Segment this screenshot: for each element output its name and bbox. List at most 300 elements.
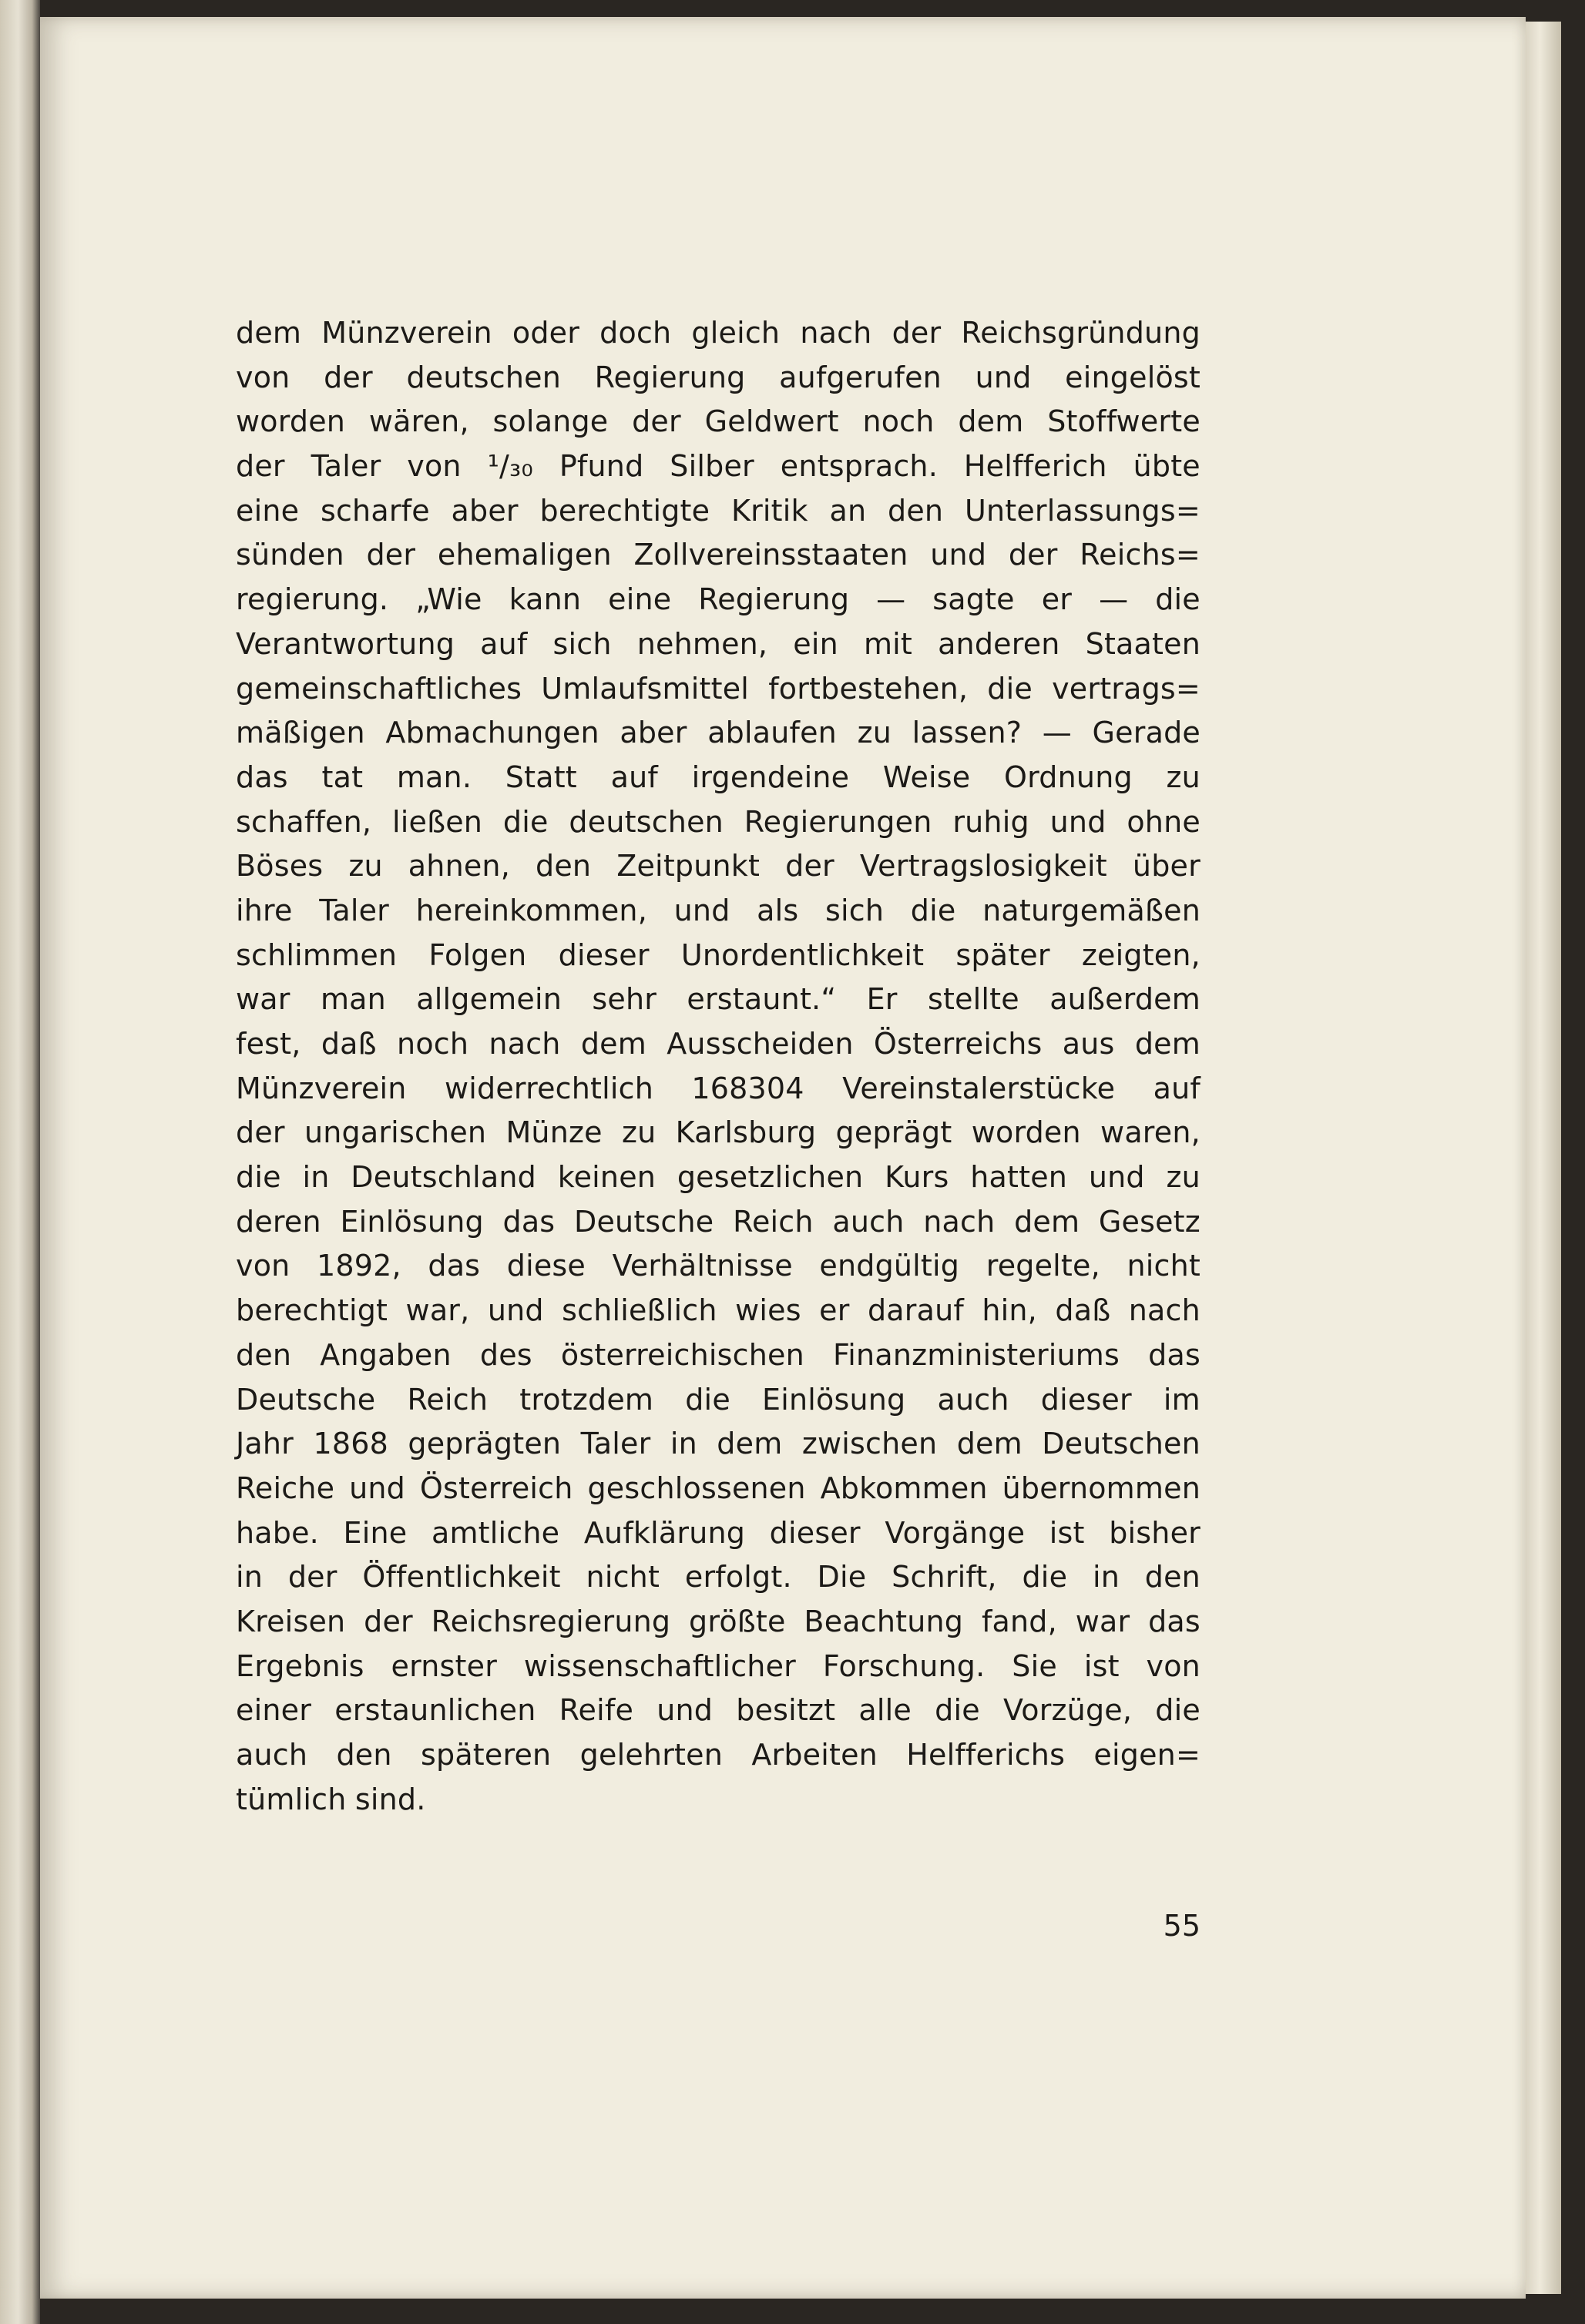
word: ablaufen xyxy=(707,716,837,750)
word: übte xyxy=(1133,449,1201,484)
word: noch xyxy=(862,404,935,439)
word: der xyxy=(366,538,416,572)
word: Einlösung xyxy=(340,1204,484,1239)
word: Taler xyxy=(580,1427,651,1461)
word: Arbeiten xyxy=(751,1738,878,1772)
word: hin, xyxy=(982,1293,1037,1328)
text-line xyxy=(236,356,1201,401)
word: die xyxy=(935,1693,980,1728)
word: Regierungen xyxy=(744,804,932,839)
word: nach xyxy=(800,316,872,350)
word: im xyxy=(1163,1382,1201,1417)
word: Silber xyxy=(670,449,754,484)
word: in xyxy=(302,1160,330,1195)
word: sehr xyxy=(592,982,657,1017)
word: von xyxy=(236,360,290,394)
word: irgendeine xyxy=(691,760,850,794)
word: zeigten, xyxy=(1081,937,1201,972)
word: Deutsche xyxy=(574,1204,714,1239)
word: von xyxy=(236,1249,290,1283)
page-right-edge xyxy=(1526,22,1561,2294)
word: an xyxy=(829,493,867,528)
text-line xyxy=(236,1022,1201,1067)
word: die xyxy=(1022,1560,1068,1595)
word: Zollvereinsstaaten xyxy=(633,538,908,572)
text-line xyxy=(236,444,1201,489)
word: hatten xyxy=(970,1160,1068,1195)
word: und xyxy=(1088,1160,1145,1195)
word: Sie xyxy=(1012,1648,1057,1683)
word: man. xyxy=(396,760,472,794)
word: Ausscheiden xyxy=(667,1027,854,1061)
word: und xyxy=(349,1471,405,1505)
word: Kreisen xyxy=(236,1604,346,1638)
word: entsprach. xyxy=(780,449,938,484)
word: Reichsregierung xyxy=(431,1604,671,1638)
word: Schrift, xyxy=(892,1560,997,1595)
word: zu xyxy=(621,1115,656,1150)
word: Vorgänge xyxy=(885,1515,1026,1550)
text-line xyxy=(236,711,1201,756)
word: allgemein xyxy=(416,982,562,1017)
word: die xyxy=(910,893,956,927)
word: auf xyxy=(1153,1071,1201,1105)
word: nach xyxy=(1128,1293,1201,1328)
word: ¹/₃₀ xyxy=(487,449,533,484)
text-line xyxy=(236,1645,1201,1689)
word: sich xyxy=(552,626,612,661)
text-line xyxy=(236,311,1201,356)
text-line xyxy=(236,1689,1201,1733)
word: 168304 xyxy=(691,1071,804,1105)
word: scharfe xyxy=(320,493,430,528)
word: gesetzlichen xyxy=(677,1160,864,1195)
word: zu xyxy=(348,849,383,884)
word: der xyxy=(785,849,834,884)
word: zu xyxy=(857,716,892,750)
word: bisher xyxy=(1109,1515,1201,1550)
word: sagte xyxy=(932,582,1015,617)
word: und xyxy=(487,1293,544,1328)
text-line xyxy=(236,889,1201,934)
word: Reife xyxy=(559,1693,634,1728)
word: aus xyxy=(1062,1027,1115,1061)
word: daß xyxy=(321,1027,377,1061)
word: der xyxy=(236,1115,285,1150)
word: Zeitpunkt xyxy=(616,849,761,884)
word: auf xyxy=(610,760,658,794)
word: nicht xyxy=(586,1560,660,1595)
word: er xyxy=(819,1293,850,1328)
word: nach xyxy=(923,1204,996,1239)
word: ernster xyxy=(391,1648,498,1683)
word: Öffentlichkeit xyxy=(362,1560,561,1595)
word: des xyxy=(479,1337,532,1372)
word: Deutschen xyxy=(1042,1427,1201,1461)
word: das xyxy=(1148,1337,1201,1372)
word: Münzverein xyxy=(321,316,492,350)
word: solange xyxy=(492,404,609,439)
word: den xyxy=(1144,1560,1201,1595)
text-line xyxy=(236,1733,1201,1778)
word: Deutsche xyxy=(236,1382,376,1417)
word: übernommen xyxy=(1002,1471,1201,1505)
word: war xyxy=(1075,1604,1130,1638)
word: Österreich xyxy=(419,1471,573,1505)
word: eingelöst xyxy=(1065,360,1201,394)
word: daß xyxy=(1055,1293,1111,1328)
word: Unterlassungs= xyxy=(964,493,1201,528)
word: Gerade xyxy=(1092,716,1201,750)
page-number: 55 xyxy=(1163,1909,1201,1943)
word: dem xyxy=(236,316,302,350)
word: dem xyxy=(1014,1204,1080,1239)
word: nicht xyxy=(1127,1249,1201,1283)
word: aber xyxy=(620,716,687,750)
word: stellte xyxy=(927,982,1019,1017)
word: Die xyxy=(817,1560,867,1595)
text-line xyxy=(236,1333,1201,1378)
word: der xyxy=(236,449,285,484)
word: Weise xyxy=(882,760,971,794)
word: das xyxy=(502,1204,556,1239)
word: später xyxy=(955,937,1050,972)
text-line xyxy=(236,667,1201,712)
word: Abmachungen xyxy=(385,716,599,750)
word: worden xyxy=(236,404,346,439)
word: Angaben xyxy=(320,1337,452,1372)
word: wären, xyxy=(368,404,469,439)
word: 1892, xyxy=(317,1249,401,1283)
word: Münzverein xyxy=(236,1071,407,1105)
text-line xyxy=(236,1555,1201,1600)
word: dieser xyxy=(1040,1382,1132,1417)
word: in xyxy=(236,1560,264,1595)
word: in xyxy=(1092,1560,1120,1595)
word: der xyxy=(632,404,681,439)
word: worden xyxy=(971,1115,1081,1150)
word: habe. xyxy=(236,1515,319,1550)
word: Österreichs xyxy=(873,1027,1043,1061)
word: Regierung xyxy=(594,360,746,394)
text-line xyxy=(236,1244,1201,1289)
word: gemeinschaftliches xyxy=(236,671,522,706)
word: Forschung. xyxy=(822,1648,986,1683)
text-line xyxy=(236,1378,1201,1423)
word: auch xyxy=(236,1738,308,1772)
word: Ergebnis xyxy=(236,1648,364,1683)
word: schließlich xyxy=(562,1293,717,1328)
word: widerrechtlich xyxy=(444,1071,654,1105)
text-line xyxy=(236,1600,1201,1645)
word: Taler xyxy=(311,449,381,484)
word: tat xyxy=(321,760,364,794)
word: vertrags= xyxy=(1052,671,1201,706)
word: das xyxy=(428,1249,481,1283)
word: der xyxy=(364,1604,413,1638)
word: Staaten xyxy=(1085,626,1201,661)
word: nehmen, xyxy=(636,626,768,661)
word: von xyxy=(1146,1648,1201,1683)
word: waren, xyxy=(1100,1115,1201,1150)
left-page-edge xyxy=(0,0,40,2324)
word: der xyxy=(324,360,373,394)
word: ahnen, xyxy=(408,849,510,884)
word: die xyxy=(502,804,549,839)
text-line xyxy=(236,1467,1201,1511)
word: schlimmen xyxy=(236,937,398,972)
word: die xyxy=(685,1382,730,1417)
word: Vereinstalerstücke xyxy=(842,1071,1116,1105)
word: Helfferich xyxy=(963,449,1107,484)
word: anderen xyxy=(938,626,1060,661)
word: Taler xyxy=(319,893,390,927)
word: dem xyxy=(580,1027,646,1061)
body-text xyxy=(236,311,1201,1822)
text-line xyxy=(236,1422,1201,1467)
text-line xyxy=(236,844,1201,889)
word: „Wie xyxy=(415,582,482,617)
word: aufgerufen xyxy=(779,360,942,394)
word: Beachtung xyxy=(804,1604,964,1638)
word: den xyxy=(536,849,592,884)
text-line xyxy=(236,578,1201,622)
word: Reiche xyxy=(236,1471,335,1505)
word: eine xyxy=(608,582,672,617)
word: — xyxy=(1042,716,1072,750)
word: den xyxy=(236,1337,292,1372)
word: Ordnung xyxy=(1004,760,1133,794)
word: Münze xyxy=(505,1115,603,1150)
word: zu xyxy=(1166,760,1201,794)
word: der xyxy=(892,316,942,350)
word: geprägten xyxy=(408,1427,562,1461)
text-line xyxy=(236,756,1201,800)
word: ehemaligen xyxy=(437,538,612,572)
word: dem xyxy=(717,1427,783,1461)
word: gleich xyxy=(691,316,781,350)
word: naturgemäßen xyxy=(982,893,1201,927)
word: die xyxy=(1155,1693,1201,1728)
word: Gesetz xyxy=(1098,1204,1201,1239)
text-line xyxy=(236,533,1201,578)
word: nach xyxy=(489,1027,561,1061)
word: in xyxy=(670,1427,697,1461)
word: dieser xyxy=(558,937,650,972)
word: hereinkommen, xyxy=(415,893,647,927)
word: und xyxy=(930,538,987,572)
word: Helfferichs xyxy=(906,1738,1066,1772)
word: endgültig xyxy=(819,1249,960,1283)
word: Statt xyxy=(505,760,577,794)
word: fest, xyxy=(236,1027,301,1061)
word: schaffen, xyxy=(236,804,372,839)
text-line xyxy=(236,934,1201,978)
word: berechtigt xyxy=(236,1293,388,1328)
word: — xyxy=(876,582,906,617)
word: Reichs= xyxy=(1080,538,1201,572)
word: sich xyxy=(825,893,885,927)
word: man xyxy=(320,982,386,1017)
word: fand, xyxy=(981,1604,1057,1638)
word: der xyxy=(1008,538,1058,572)
word: Geldwert xyxy=(704,404,839,439)
word: Verantwortung xyxy=(236,626,455,661)
word: ließen xyxy=(392,804,483,839)
word: der xyxy=(287,1560,337,1595)
word: einer xyxy=(236,1693,312,1728)
word: wissenschaftlicher xyxy=(523,1648,796,1683)
word: Regierung xyxy=(698,582,850,617)
word: und xyxy=(975,360,1032,394)
word: zwischen xyxy=(801,1427,938,1461)
text-line xyxy=(236,978,1201,1022)
text-line xyxy=(236,489,1201,534)
word: die xyxy=(1155,582,1201,617)
word: Einlösung xyxy=(762,1382,906,1417)
text-line xyxy=(236,1289,1201,1333)
word: Reich xyxy=(733,1204,814,1239)
word: ruhig xyxy=(952,804,1029,839)
word: deutschen xyxy=(569,804,724,839)
word: gelehrten xyxy=(579,1738,723,1772)
word: späteren xyxy=(421,1738,552,1772)
word: und xyxy=(673,893,730,927)
word: ihre xyxy=(236,893,293,927)
word: war xyxy=(236,982,290,1017)
word: Umlaufsmittel xyxy=(541,671,750,706)
word: war, xyxy=(405,1293,470,1328)
word: fortbestehen, xyxy=(768,671,969,706)
word: darauf xyxy=(867,1293,964,1328)
word: keinen xyxy=(557,1160,656,1195)
word: tümlich xyxy=(236,1782,347,1816)
word: berechtigte xyxy=(539,493,710,528)
word: erfolgt. xyxy=(684,1560,792,1595)
word: noch xyxy=(397,1027,469,1061)
word: dem xyxy=(958,404,1024,439)
word: mit xyxy=(863,626,913,661)
word: Verhältnisse xyxy=(612,1249,793,1283)
text-line xyxy=(236,800,1201,845)
word: über xyxy=(1132,849,1201,884)
word: doch xyxy=(599,316,672,350)
word: die xyxy=(236,1160,281,1195)
word: Kritik xyxy=(730,493,808,528)
word: aber xyxy=(451,493,519,528)
word: er xyxy=(1041,582,1073,617)
word: erstaunlichen xyxy=(334,1693,536,1728)
word: erstaunt.“ xyxy=(687,982,837,1017)
text-line xyxy=(236,1200,1201,1245)
word: Pfund xyxy=(559,449,644,484)
word: ungarischen xyxy=(304,1115,487,1150)
word: amtliche xyxy=(431,1515,560,1550)
word: sünden xyxy=(236,538,344,572)
word: geschlossenen xyxy=(587,1471,806,1505)
word: Aufklärung xyxy=(583,1515,746,1550)
word: eigen= xyxy=(1093,1738,1201,1772)
word: auf xyxy=(480,626,528,661)
word: Er xyxy=(866,982,898,1017)
word: auch xyxy=(832,1204,905,1239)
word: diese xyxy=(506,1249,586,1283)
word: den xyxy=(336,1738,392,1772)
word: Kurs xyxy=(885,1160,949,1195)
word: die xyxy=(987,671,1033,706)
word: Finanzministeriums xyxy=(833,1337,1120,1372)
text-line xyxy=(236,1067,1201,1112)
word: und xyxy=(656,1693,714,1728)
word: Abkommen xyxy=(820,1471,988,1505)
word: ein xyxy=(793,626,838,661)
word: Reichsgründung xyxy=(961,316,1201,350)
word: regierung. xyxy=(236,582,389,617)
word: Karlsburg xyxy=(675,1115,817,1150)
word: das xyxy=(1148,1604,1201,1638)
word: auch xyxy=(937,1382,1009,1417)
word: als xyxy=(757,893,799,927)
word: von xyxy=(407,449,462,484)
word: Unordentlichkeit xyxy=(680,937,925,972)
text-line xyxy=(236,1155,1201,1200)
word: sind. xyxy=(354,1782,426,1816)
text-line xyxy=(236,1778,1201,1823)
word: österreichischen xyxy=(560,1337,804,1372)
word: alle xyxy=(858,1693,912,1728)
word: zu xyxy=(1166,1160,1201,1195)
word: Folgen xyxy=(428,937,527,972)
word: trotzdem xyxy=(519,1382,654,1417)
text-line xyxy=(236,1111,1201,1155)
word: dieser xyxy=(769,1515,861,1550)
word: Böses xyxy=(236,849,324,884)
word: besitzt xyxy=(736,1693,836,1728)
word: wies xyxy=(735,1293,801,1328)
word: ist xyxy=(1049,1515,1085,1550)
word: — xyxy=(1099,582,1129,617)
word: den xyxy=(888,493,944,528)
text-line xyxy=(236,1511,1201,1556)
word: dem xyxy=(956,1427,1023,1461)
word: größte xyxy=(689,1604,786,1638)
word: Jahr xyxy=(236,1427,294,1461)
word: ist xyxy=(1083,1648,1120,1683)
text-line xyxy=(236,622,1201,667)
word: oder xyxy=(512,316,580,350)
word: Eine xyxy=(343,1515,408,1550)
word: deren xyxy=(236,1204,321,1239)
word: eine xyxy=(236,493,300,528)
word: mäßigen xyxy=(236,716,365,750)
word: kann xyxy=(509,582,582,617)
word: Vorzüge, xyxy=(1003,1693,1133,1728)
word: 1868 xyxy=(313,1427,388,1461)
word: außerdem xyxy=(1049,982,1201,1017)
word: lassen? xyxy=(912,716,1023,750)
word: Vertragslosigkeit xyxy=(859,849,1107,884)
word: das xyxy=(236,760,288,794)
word: ohne xyxy=(1127,804,1201,839)
word: Deutschland xyxy=(351,1160,536,1195)
text-line xyxy=(236,400,1201,444)
word: deutschen xyxy=(406,360,561,394)
word: Stoffwerte xyxy=(1047,404,1201,439)
word: regelte, xyxy=(986,1249,1100,1283)
word: dem xyxy=(1134,1027,1201,1061)
word: Reich xyxy=(407,1382,489,1417)
word: geprägt xyxy=(835,1115,952,1150)
